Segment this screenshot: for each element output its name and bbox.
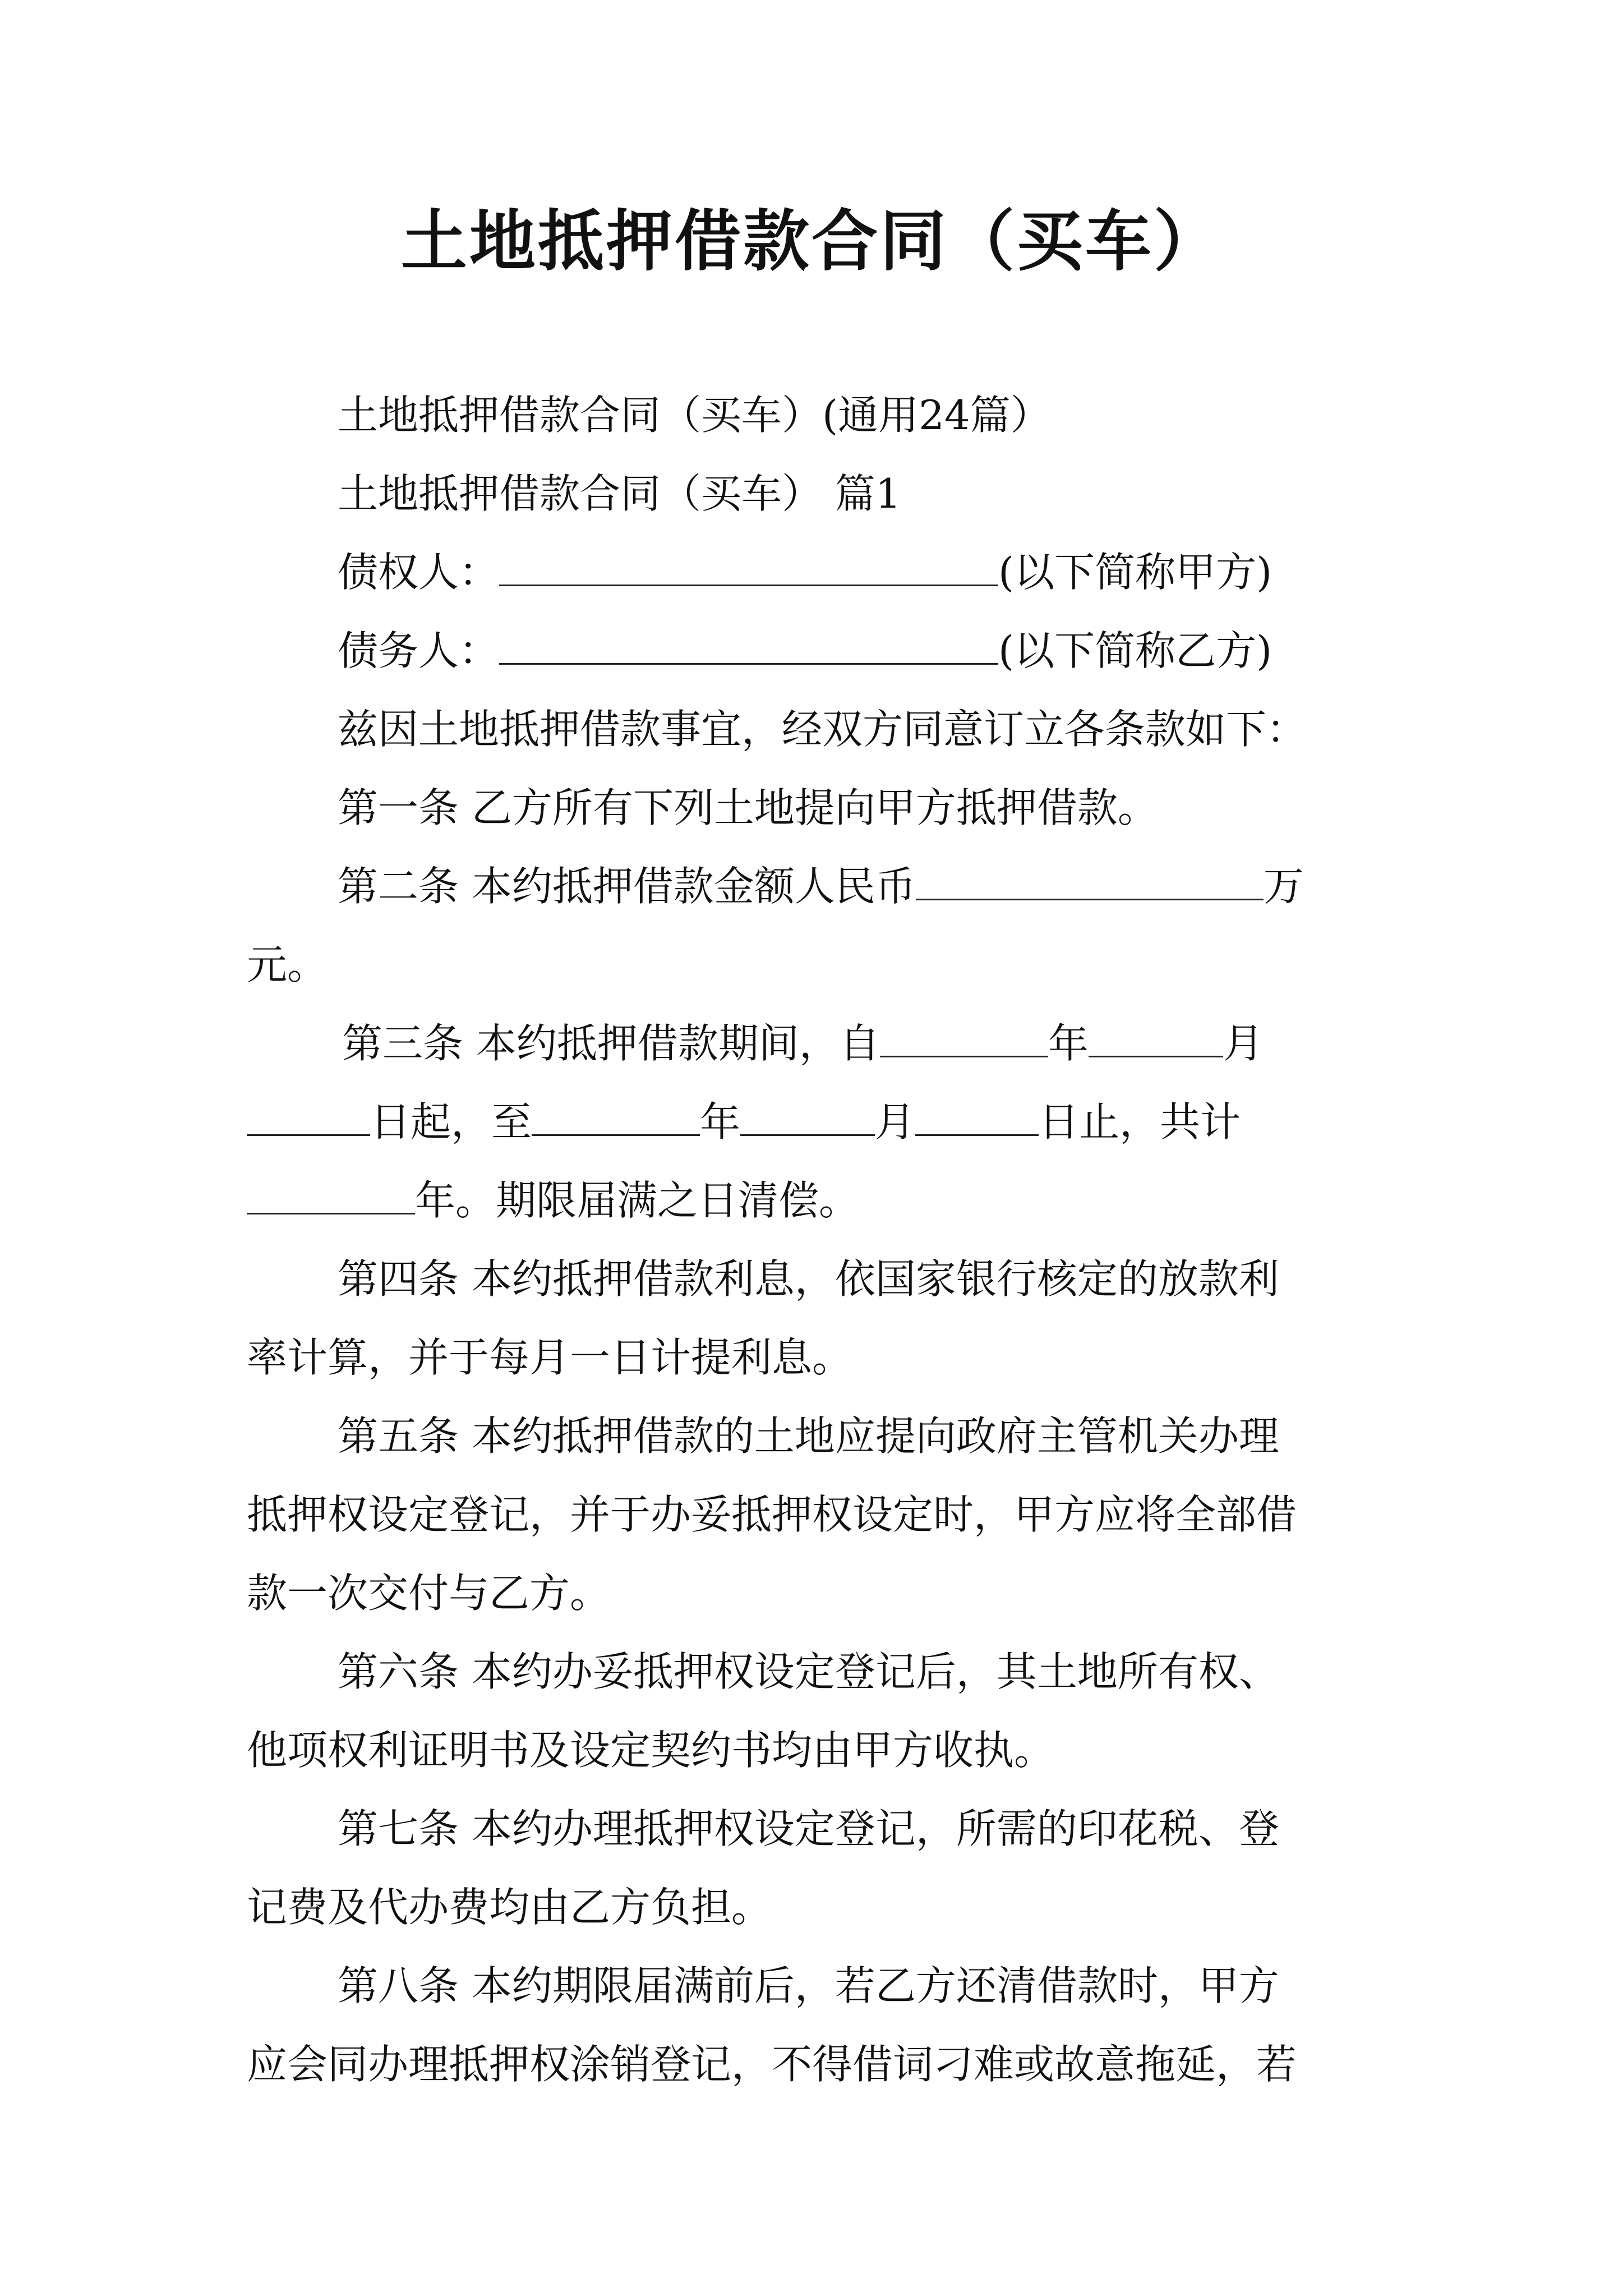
day-to-label: 日止， [1039,1098,1160,1145]
creditor-line [338,544,1272,600]
article-7-line-2: 记费及代办费均由乙方负担。 [247,1884,772,1931]
article-7-line-1: 第七条 本约办理抵押权设定登记，所需的印花税、登 [338,1805,1279,1852]
end-year-blank[interactable] [532,1094,700,1136]
start-month-blank[interactable] [1089,1015,1223,1057]
article-3-line-2 [247,1094,1241,1150]
article-4-line-2: 率计算，并于每月一日计提利息。 [247,1334,853,1381]
month-label-2: 月 [875,1098,916,1145]
total-years-blank[interactable] [247,1172,415,1214]
creditor-suffix: (以下简称甲方) [998,549,1272,596]
debtor-blank[interactable] [499,623,998,665]
article-3-line-1 [342,1015,1264,1071]
section-heading: 土地抵押借款合同（买车） 篇1 [338,470,901,517]
debtor-label: 债务人： [338,627,500,674]
month-label: 月 [1223,1020,1264,1067]
year-label: 年 [1048,1020,1089,1067]
end-month-blank[interactable] [740,1094,875,1136]
article-4-line-1: 第四条 本约抵押借款利息，依国家银行核定的放款利 [338,1255,1279,1303]
article-2-unit: 万 [1263,863,1304,910]
document-title: 土地抵押借款合同（买车） [400,202,1222,280]
year-label-2: 年 [700,1098,741,1145]
article-8-line-1: 第八条 本约期限届满前后，若乙方还清借款时，甲方 [338,1962,1279,2009]
start-day-blank[interactable] [247,1094,370,1136]
article-3-line-3 [247,1172,859,1228]
article-6-line-1: 第六条 本约办妥抵押权设定登记后，其土地所有权、 [338,1648,1279,1695]
article-3-end: 年。期限届满之日清偿。 [415,1177,860,1224]
article-2-line-2: 元。 [247,941,328,988]
day-from-label: 日起， [370,1098,492,1145]
debtor-line [338,623,1272,679]
end-day-blank[interactable] [915,1094,1039,1136]
article-5-line-2: 抵押权设定登记，并于办妥抵押权设定时，甲方应将全部借 [247,1491,1297,1538]
document-subtitle: 土地抵押借款合同（买车）(通用24篇） [338,392,1051,439]
creditor-blank[interactable] [499,544,998,586]
to-label: 至 [491,1098,532,1145]
start-year-blank[interactable] [880,1015,1048,1057]
creditor-label: 债权人： [338,549,500,596]
total-label: 共计 [1160,1098,1241,1145]
debtor-suffix: (以下简称乙方) [998,627,1272,674]
article-6-line-2: 他项权利证明书及设定契约书均由甲方收执。 [247,1727,1055,1774]
article-8-line-2: 应会同办理抵押权涂销登记，不得借词刁难或故意拖延，若 [247,2041,1297,2088]
article-5-line-3: 款一次交付与乙方。 [247,1570,611,1617]
article-3-text: 第三条 本约抵押借款期间，自 [342,1020,880,1067]
preamble: 兹因土地抵押借款事宜，经双方同意订立各条款如下： [338,706,1307,753]
loan-amount-blank[interactable] [916,858,1264,900]
article-5-line-1: 第五条 本约抵押借款的土地应提向政府主管机关办理 [338,1412,1279,1460]
article-2-text: 第二条 本约抵押借款金额人民币 [338,863,916,910]
article-1: 第一条 乙方所有下列土地提向甲方抵押借款。 [338,784,1158,831]
article-2-line-1 [338,858,1304,914]
